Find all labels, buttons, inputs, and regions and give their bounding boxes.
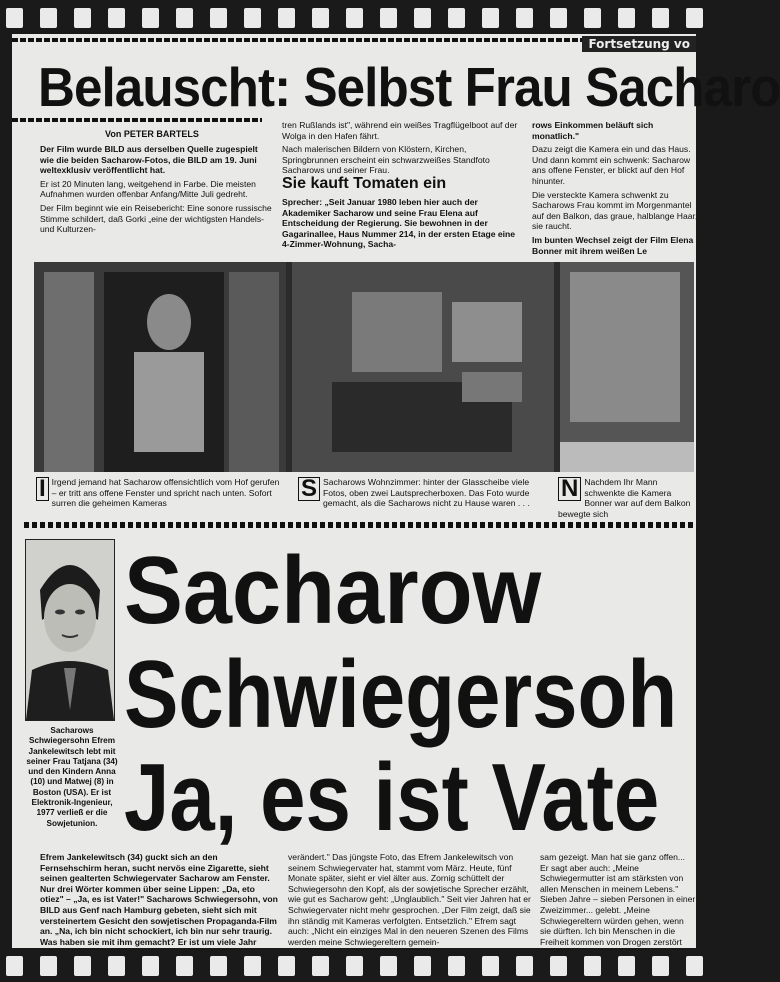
sprocket-hole — [414, 8, 431, 28]
sprocket-hole — [176, 8, 193, 28]
caption-initial-n: N — [558, 477, 581, 501]
article-column-3 — [532, 120, 702, 259]
headline-rule — [12, 118, 262, 122]
col3-para-1: rows Einkommen beläuft sich monatlich." — [532, 120, 654, 141]
sprocket-hole — [6, 956, 23, 976]
sprocket-hole — [40, 8, 57, 28]
byline: Von PETER BARTELS — [105, 129, 199, 139]
caption-balcony-text: Nachdem Ihr Mann schwenkte die Kamera Bonner war auf dem Balkon bewegte sich — [558, 477, 691, 519]
sprocket-hole — [448, 956, 465, 976]
film-strip-top — [0, 0, 696, 34]
sprocket-hole — [482, 8, 499, 28]
film-strip-bottom — [0, 948, 696, 982]
sprocket-hole — [244, 956, 261, 976]
sprocket-hole — [312, 956, 329, 976]
sprocket-hole — [176, 956, 193, 976]
sprocket-hole — [584, 8, 601, 28]
sprocket-hole — [380, 956, 397, 976]
photo-strip — [34, 262, 694, 472]
headline: Belauscht: Selbst Frau Sacharo — [38, 56, 780, 118]
portrait-photo — [25, 539, 115, 721]
sprocket-hole — [108, 956, 125, 976]
sprocket-hole — [550, 8, 567, 28]
caption-initial-s: S — [298, 477, 320, 501]
caption-window-text: Irgend jemand hat Sacharow offensichtlich vom Hof gerufen – er tritt ans offene Fenster und spricht nach unten. Sofort surren die geheimen Kameras — [51, 477, 280, 509]
sprocket-hole — [550, 956, 567, 976]
sprocket-hole — [210, 956, 227, 976]
sprocket-hole — [346, 8, 363, 28]
sprocket-hole — [516, 956, 533, 976]
continuation-tag: Fortsetzung vo — [582, 36, 696, 52]
bottom-column-2: verändert." Das jüngste Foto, das Efrem Jankelewitsch von seinem Schwiegervater hat, stammt vom März. Heute, fünf Monate später, sieht er viel älter aus. Zornig schüttelt der Schwiegersohn den Kopf, als der sowjetische Sprecher erzählt, wie gut es Sacharow geht: „Unglaublich." Seit vier Jahren hat er Schwiegervater nicht mehr gesprochen. „Der Film zeigt, daß sie ihn ständig mit Kameras verfolgten. Entsetzlich." Efrem sagt auch: „Nicht ein einziges Mal in den neueren Szenen des Films werden meine Schwiegereltern gemein- — [288, 852, 531, 947]
sprocket-hole — [108, 8, 125, 28]
article-column-2 — [282, 120, 524, 179]
sprocket-hole — [686, 956, 703, 976]
caption-window — [36, 477, 284, 509]
bottom-column-1: Efrem Jankelewitsch (34) guckt sich an den Fernsehschirm heran, sucht nervös eine Zigarette, sieht seinen gealterten Schwiegervater Sacharow am Fenster. Nur drei Wörter kommen über seine Lippen: „Da, eto otiez" – „Ja, es ist Vater!" Sacharows Schwiegersohn, von BILD aus Genf nach Hamburg gebeten, sieht sich mit versteinertem Gesicht den sowjetischen Propaganda-Film an. „Na, ich bin nicht schockiert, ich bin nur sehr traurig. Was haben sie mit ihm gemacht? Er ist um viele Jahr — [40, 852, 278, 947]
sprocket-hole — [652, 956, 669, 976]
sprocket-hole — [414, 956, 431, 976]
sprocket-hole — [74, 956, 91, 976]
sprocket-hole — [584, 956, 601, 976]
sprocket-hole — [652, 8, 669, 28]
sprocket-hole — [618, 8, 635, 28]
col3-para-2: Dazu zeigt die Kamera ein und das Haus. Und dann kommt ein schwenk: Sacharow ans offene Fenster, er blickt auf den Hof hinunter. — [532, 144, 691, 186]
perforated-divider — [24, 522, 696, 528]
sprocket-hole — [482, 956, 499, 976]
bottom-column-3: sam gezeigt. Man hat sie ganz offen... Er sagt aber auch: „Meine Schwiegermutter ist am stärksten von allen Menschen in meinem Lebens." Sieben Jahre – sieben Personen in einer Zweizimmer... gelebt. „Meine Schwiegereltern würden gehen, wenn sie dürften. Ich bin Menschen in die Freiheit kommen von Drogen zerstört — [540, 852, 696, 947]
sprocket-hole — [244, 8, 261, 28]
col1-para-3: Der Film beginnt wie ein Reisebericht: Eine sonore russische Stimme schildert, daß Gorki „eine der wichtigsten Handels- und Kulturzen- — [40, 202, 272, 235]
portrait-caption: Sacharows Schwiegersohn Efrem Jankelewitsch lebt mit seiner Frau Tatjana (34) und den Kindern Anna (10) und Matwej (8) in Boston (USA). Er ist Elektronik-Ingenieur, 1977 verließ er die Sowjetunion. — [26, 726, 118, 828]
col3-para-4: Im bunten Wechsel zeigt der Film Elena Bonner mit ihrem weißen Le — [532, 234, 694, 256]
caption-living-room-text: Sacharows Wohnzimmer: hinter der Glasscheibe viele Fotos, oben zwei Lautsprecherboxen. Das Foto wurde gemacht, als die Sacharows nicht zu Hause waren . . . — [323, 477, 530, 509]
sprocket-hole — [74, 8, 91, 28]
sprocket-hole — [516, 8, 533, 28]
newspaper-page — [12, 34, 780, 948]
sprocket-hole — [40, 956, 57, 976]
photo-living-room — [292, 262, 554, 472]
sprocket-hole — [618, 956, 635, 976]
caption-balcony — [558, 477, 698, 519]
col3-para-3: Die versteckte Kamera schwenkt zu Sacharows Frau kommt im Morgenmantel auf den Balkon, das graue, halblange Haar, sie raucht. — [532, 189, 698, 232]
photo-window-sacharow — [34, 262, 286, 472]
caption-living-room — [298, 477, 542, 509]
sprocket-hole — [686, 8, 703, 28]
sprocket-hole — [210, 8, 227, 28]
article-column-1 — [40, 144, 272, 238]
sprocket-hole — [380, 8, 397, 28]
sprocket-hole — [142, 8, 159, 28]
sprocket-hole — [278, 956, 295, 976]
big-headline-line-1: Sacharow — [124, 537, 542, 644]
col1-para-1: Der Film wurde BILD aus derselben Quelle zugespielt wie die beiden Sacharow-Fotos, die BILD am 19. Juni weltexklusiv veröffentlicht hat. — [40, 144, 258, 176]
col2-para-1: tren Rußlands ist", während ein weißes Tragflügelboot auf der Wolga in den Hafen fährt. — [282, 120, 518, 141]
subheadline: Sie kauft Tomaten ein — [282, 175, 447, 192]
big-headline-line-3: Ja, es ist Vate — [124, 744, 660, 851]
sprocket-hole — [448, 8, 465, 28]
caption-initial-i: I — [36, 477, 49, 501]
photo-balcony — [560, 262, 694, 472]
sprocket-hole — [142, 956, 159, 976]
sprocket-hole — [312, 8, 329, 28]
sprocket-hole — [346, 956, 363, 976]
big-headline-line-2: Schwiegersoh — [124, 641, 678, 748]
col1-para-2: Er ist 20 Minuten lang, weitgehend in Farbe. Die meisten Aufnahmen wurden offenbar Anfang/Mitte Juli gedreht. — [40, 178, 256, 200]
col2-para-2: Nach malerischen Bildern von Klöstern, Kirchen, Springbrunnen erscheint ein schwarzweißes Standfoto Sacharows und seiner Frau. — [282, 144, 490, 176]
col2-body: Sprecher: „Seit Januar 1980 leben hier auch der Akademiker Sacharow und seine Frau Elena auf Entscheidung der Regierung. Sie bewohnen in der Gagarinallee, Haus Nummer 214, in der ersten Etage eine 4-Zimmer-Wohnung, Sacha- — [282, 197, 516, 250]
sprocket-hole — [6, 8, 23, 28]
sprocket-hole — [278, 8, 295, 28]
